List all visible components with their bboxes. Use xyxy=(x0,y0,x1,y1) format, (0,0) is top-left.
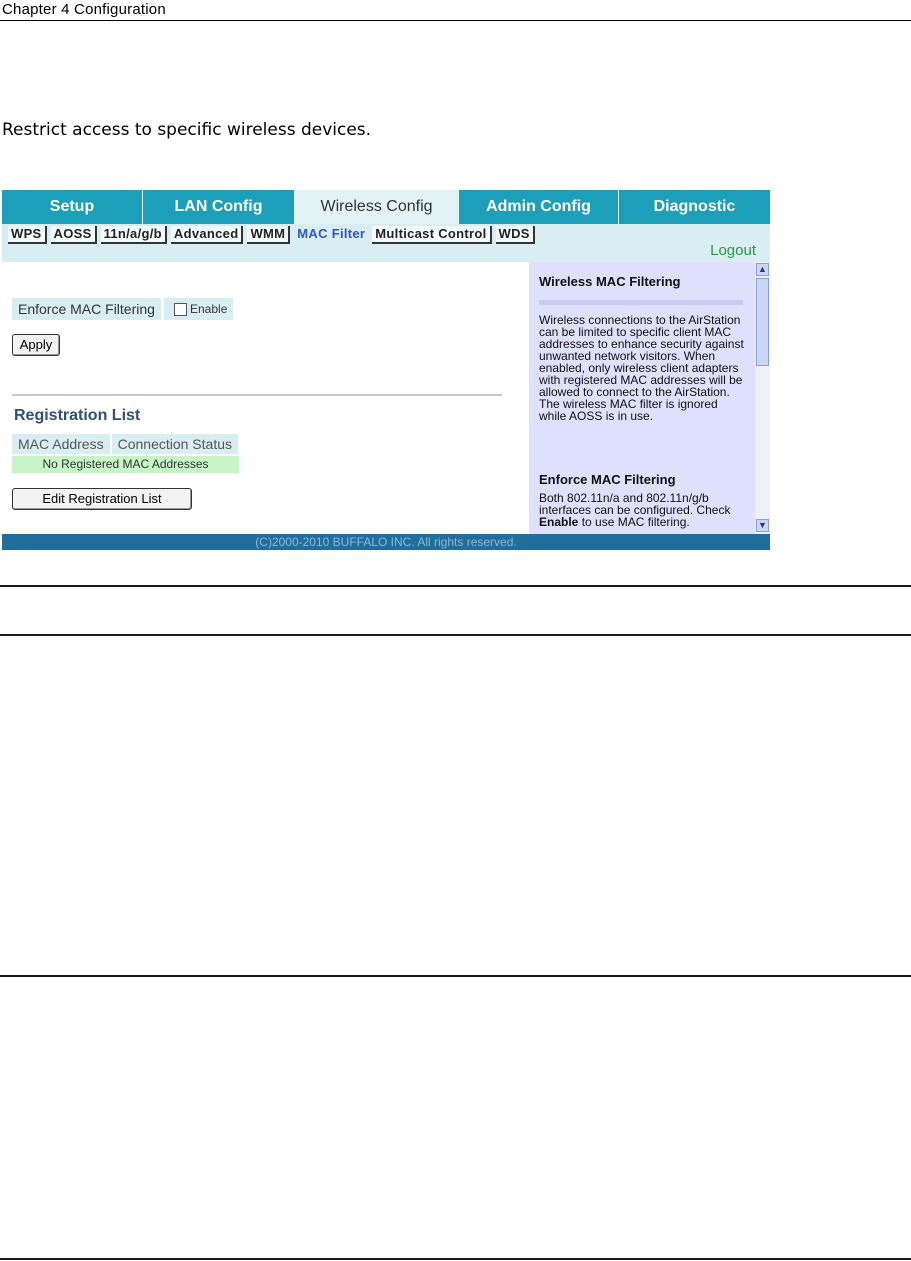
scroll-up-icon[interactable]: ▲ xyxy=(756,263,769,276)
edit-registration-list-button[interactable]: Edit Registration List xyxy=(12,488,192,510)
help-body-2 xyxy=(539,492,747,528)
page-rule-4 xyxy=(0,1258,911,1260)
help-title: Wireless MAC Filtering xyxy=(539,274,681,289)
help-pane xyxy=(529,262,755,534)
tab-wireless-config[interactable]: Wireless Config xyxy=(295,190,459,224)
tab-lan-config[interactable]: LAN Config xyxy=(143,190,295,224)
connection-status-header: Connection Status xyxy=(112,434,238,454)
help-body-2-end: to use MAC filtering. xyxy=(578,515,690,529)
main-content xyxy=(2,262,527,534)
router-screenshot xyxy=(2,190,770,550)
enable-checkbox[interactable] xyxy=(174,303,187,316)
intro-text: Restrict access to specific wireless devices. xyxy=(2,120,372,140)
sub-nav xyxy=(2,224,770,262)
apply-button[interactable]: Apply xyxy=(12,334,60,356)
help-body-2-enable: Enable xyxy=(539,515,579,529)
registration-list-title: Registration List xyxy=(14,407,141,424)
sub-tab-bar xyxy=(8,226,535,244)
subtab-advanced[interactable]: Advanced xyxy=(171,226,244,244)
mac-address-header: MAC Address xyxy=(12,434,110,454)
enforce-mac-filtering-label: Enforce MAC Filtering xyxy=(12,298,161,320)
help-divider xyxy=(539,300,743,305)
subtab-11n[interactable]: 11n/a/g/b xyxy=(101,226,167,244)
help-subtitle: Enforce MAC Filtering xyxy=(539,472,676,487)
subtab-mac-filter[interactable]: MAC Filter xyxy=(294,226,368,242)
tab-diagnostic[interactable]: Diagnostic xyxy=(653,198,736,215)
subtab-wds[interactable]: WDS xyxy=(496,226,535,244)
empty-list-message: No Registered MAC Addresses xyxy=(12,456,239,473)
registration-table xyxy=(12,434,239,473)
help-scrollbar[interactable] xyxy=(755,262,770,534)
tab-setup[interactable]: Setup xyxy=(2,190,143,224)
page-rule-3 xyxy=(0,975,911,977)
help-body-2-start: Both 802.11n/a and 802.11n/g/b interfaces can be configured. Check xyxy=(539,491,731,517)
main-tab-bar xyxy=(2,190,770,224)
page-rule-2 xyxy=(0,634,911,636)
subtab-aoss[interactable]: AOSS xyxy=(51,226,97,244)
page-rule-1 xyxy=(0,585,911,587)
subtab-multicast-control[interactable]: Multicast Control xyxy=(372,226,491,244)
copyright-footer: (C)2000-2010 BUFFALO INC. All rights reserved. xyxy=(2,534,770,550)
logout-link[interactable]: Logout xyxy=(710,242,756,259)
section-divider xyxy=(12,394,502,396)
subtab-wmm[interactable]: WMM xyxy=(247,226,290,244)
chapter-title: Chapter 4 Configuration xyxy=(2,1,166,18)
table-header-row xyxy=(12,434,239,454)
enable-label: Enable xyxy=(190,302,228,316)
tab-admin-config[interactable]: Admin Config xyxy=(459,190,619,224)
subtab-wps[interactable]: WPS xyxy=(8,226,47,244)
chapter-header xyxy=(0,0,911,21)
scroll-thumb[interactable] xyxy=(756,278,769,366)
scroll-down-icon[interactable]: ▼ xyxy=(756,519,769,532)
help-body: Wireless connections to the AirStation can be limited to specific client MAC addresses to enhance security against unwanted network visitors. When enabled, only wireless client adapters with registered MAC addresses will be allowed to connect to the AirStation. The wireless MAC filter is ignored while AOSS is in use. xyxy=(539,313,744,423)
enable-field xyxy=(164,298,233,320)
